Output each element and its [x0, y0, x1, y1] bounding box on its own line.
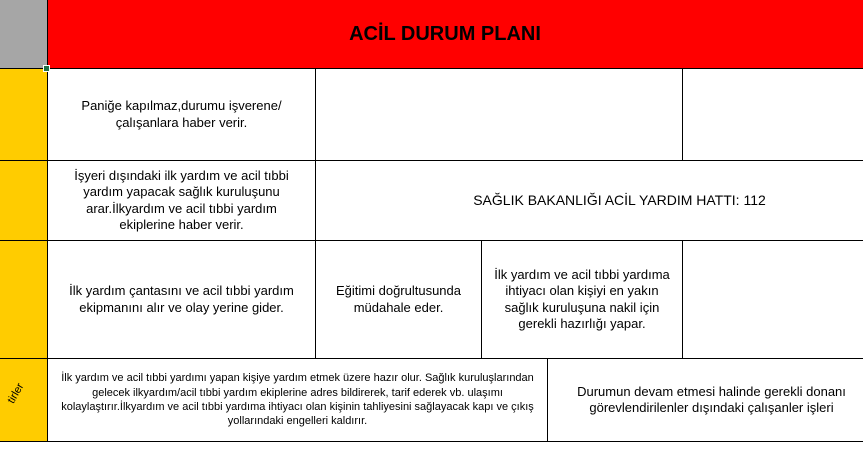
row4-text2: Durumun devam etmesi halinde gerekli donanı görevlendirilenler dışındaki çalışanler işleri — [577, 383, 846, 415]
row2-cell1[interactable] — [48, 161, 315, 240]
grid-line — [0, 160, 863, 161]
row3-cell2[interactable] — [316, 241, 481, 358]
grid-line — [315, 68, 316, 358]
row1-text1: Paniğe kapılmaz,durumu işverene/ çalışanlara haber verir. — [81, 98, 282, 130]
grid-line — [547, 358, 548, 441]
row3-cell1[interactable] — [48, 241, 315, 358]
row1-cell3[interactable] — [683, 69, 863, 160]
grid-line — [682, 68, 683, 160]
row4-cell2[interactable] — [548, 359, 863, 441]
side-cell-row-3[interactable] — [0, 241, 47, 358]
grid-line — [0, 358, 863, 359]
side-cell-row-1[interactable] — [0, 69, 47, 160]
row2-text1: İşyeri dışındaki ilk yardım ve acil tıbbi yardım yapacak sağlık kuruluşunu arar.İlkyardım ve acil tıbbi yardım ekiplerine haber verir. — [74, 168, 289, 232]
row1-cell2[interactable] — [316, 69, 682, 160]
row4-cell1[interactable] — [48, 359, 547, 441]
fill-handle[interactable] — [43, 65, 50, 72]
side-label: tirler — [5, 381, 27, 406]
side-cell-row-2[interactable] — [0, 161, 47, 240]
row3-cell3[interactable] — [482, 241, 682, 358]
row4-text1: İlk yardım ve acil tıbbi yardımı yapan kişiye yardım etmek üzere hazır olur. Sağlık kuruluşlarından gelecek ilkyardım/acil tıbbi yardım ekiplerine adres bildirerek, tarif ederek vb. ulaşımı kolaylaştırır.İlkyardım ve acil tıbbi yardıma ihtiyacı olan kişinin tahliyesini sağlayacak kapı ve çıkış yollarındaki engelleri kaldırır. — [61, 372, 534, 428]
row1-cell1[interactable] — [48, 69, 315, 160]
grid-line — [0, 240, 863, 241]
grid-line — [481, 240, 482, 358]
row3-text2: Eğitimi doğrultusunda müdahale eder. — [335, 283, 462, 315]
corner-cell[interactable] — [0, 0, 47, 68]
title-cell[interactable] — [47, 0, 863, 68]
row2-text2: SAĞLIK BAKANLIĞI ACİL YARDIM HATTI: 112 — [473, 191, 766, 208]
side-cell-row-4[interactable] — [0, 359, 47, 441]
row3-text1: İlk yardım çantasını ve acil tıbbi yardım ekipmanını alır ve olay yerine gider. — [69, 283, 294, 315]
page-title: ACİL DURUM PLANI — [349, 22, 541, 45]
grid-line — [682, 240, 683, 358]
row2-cell2[interactable] — [316, 161, 863, 240]
grid-line — [0, 68, 863, 69]
row3-text3: İlk yardım ve acil tıbbi yardıma ihtiyacı olan kişiyi en yakın sağlık kuruluşuna nakil için gerekli hazırlığı yapar. — [494, 267, 670, 331]
row3-cell4[interactable] — [683, 241, 863, 358]
grid-line — [0, 441, 863, 442]
